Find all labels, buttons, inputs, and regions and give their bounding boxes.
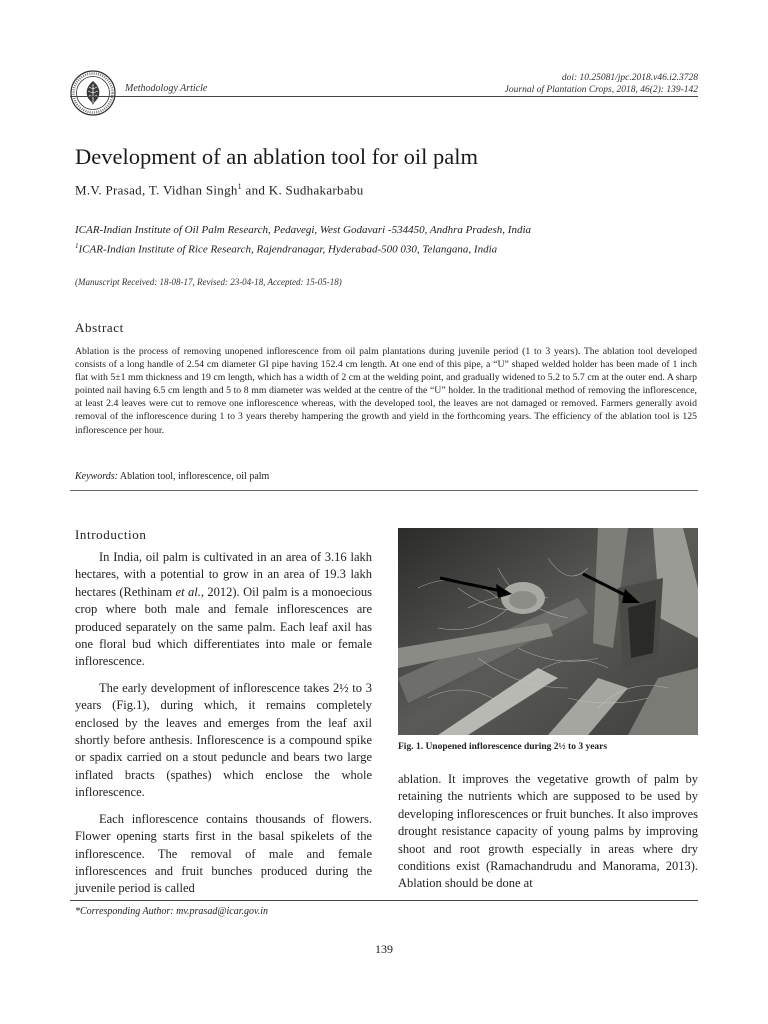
author-affil-mark: 1 [237,182,242,191]
keywords-line [75,471,269,482]
intro-paragraph-2: The early development of inflorescence takes 2½ to 3 years (Fig.1), during which, it remains completely enclosed by the leaves and emerges from the leaf axil shortly before anthesis. Inflorescence is a compound spike or spadix carried on a stout peduncle and bears two large inflated bracts (spathes) which enclose the whole inflorescence. [75,680,372,800]
journal-citation: Journal of Plantation Crops, 2018, 46(2): 139-142 [504,85,698,95]
page-number: 139 [375,942,393,956]
intro-paragraph-1 [75,549,372,671]
manuscript-dates: (Manuscript Received: 18-08-17, Revised: 23-04-18, Accepted: 15-05-18) [75,277,342,287]
affiliations [75,222,531,258]
affiliation-1: ICAR-Indian Institute of Oil Palm Research, Pedavegi, West Godavari -534450, Andhra Pradesh, India [75,224,532,236]
p1-etal: et al., [175,584,204,599]
left-column [75,549,372,898]
corresponding-author: *Corresponding Author: mv.prasad@icar.gov.in [75,906,268,917]
header-rule [70,96,698,97]
institute-logo [70,70,116,116]
authors-main: M.V. Prasad, T. Vidhan Singh [75,182,238,198]
keywords-rule [70,490,698,491]
footer-rule [70,900,698,901]
author-line [75,182,364,198]
doi-text: doi: 10.25081/jpc.2018.v46.i2.3728 [561,73,698,83]
doi-block [505,72,698,96]
section-label: Methodology Article [125,83,208,94]
abstract-body: Ablation is the process of removing unopened inflorescence from oil palm plantations during juvenile period (1 to 3 years). The ablation tool developed consists of a long handle of 2.54 cm diameter GI pipe having 152.4 cm length. At one end of this pipe, a “U” shaped welded holder has been made of 1 inch flat with 5±1 mm thickness and 19 cm length, which has a width of 2 cm at the welding point, and gradually widened to 5.2 to 5.7 cm at the outer end. A sharp pointed nail having 6.5 cm length and 5 to 8 mm diameter was welded at the centre of the “U” holder. In the traditional method of removing the inflorescence, at least 2.4 leaves were cut to remove one inflorescence whereas, with the developed tool, the leaves are not damaged or removed. Farmers generally avoid removal of the inflorescence during 1 to 3 years thereby hampering the growth and yield in the forthcoming years. The efficiency of the ablation tool is 125 inflorescence per hour. [75,346,697,436]
affiliation-2: ICAR-Indian Institute of Rice Research, Rajendranagar, Hyderabad-500 030, Telangana, India [78,243,498,256]
abstract-heading: Abstract [75,320,124,335]
right-column [398,771,698,893]
keywords-list: Ablation tool, inflorescence, oil palm [117,471,270,482]
intro-paragraph-3: Each inflorescence contains thousands of flowers. Flower opening starts first in the basal spikelets of the inflorescence. The removal of male and female inflorescences and fruit bunches produced during the juvenile period is called [75,811,372,896]
introduction-heading: Introduction [75,527,147,542]
authors-tail: and K. Sudhakarbabu [241,182,364,198]
p1-text-b: 2012). Oil palm is a monoecious crop where both male and female inflorescences are produced separately on the same palm. Each leaf axil has one floral bud which differentiates into male or female inflorescence. [75,584,373,669]
keywords-label: Keywords: [75,471,118,482]
affiliation-2-mark: 1 [75,242,79,250]
affiliation-2-line [75,238,531,258]
figure-1-caption: Fig. 1. Unopened inflorescence during 2½ to 3 years [398,742,608,752]
right-paragraph: ablation. It improves the vegetative growth of palm by retaining the nutrients which are supposed to be used by developing inflorescences or fruit bunches. It also improves drought resistance capacity of young palms by improving shoot and root growth especially in areas where dry conditions exist (Ramachandrudu and Manorama, 2013). Ablation should be done at [398,772,698,891]
figure-1-photo [398,528,698,735]
p1-text-a: In India, oil palm is cultivated in an area of 3.16 lakh hectares, with a potential to grow in an area of 19.3 lakh hectares (Rethinam [75,550,372,599]
article-title: Development of an ablation tool for oil palm [75,144,479,169]
